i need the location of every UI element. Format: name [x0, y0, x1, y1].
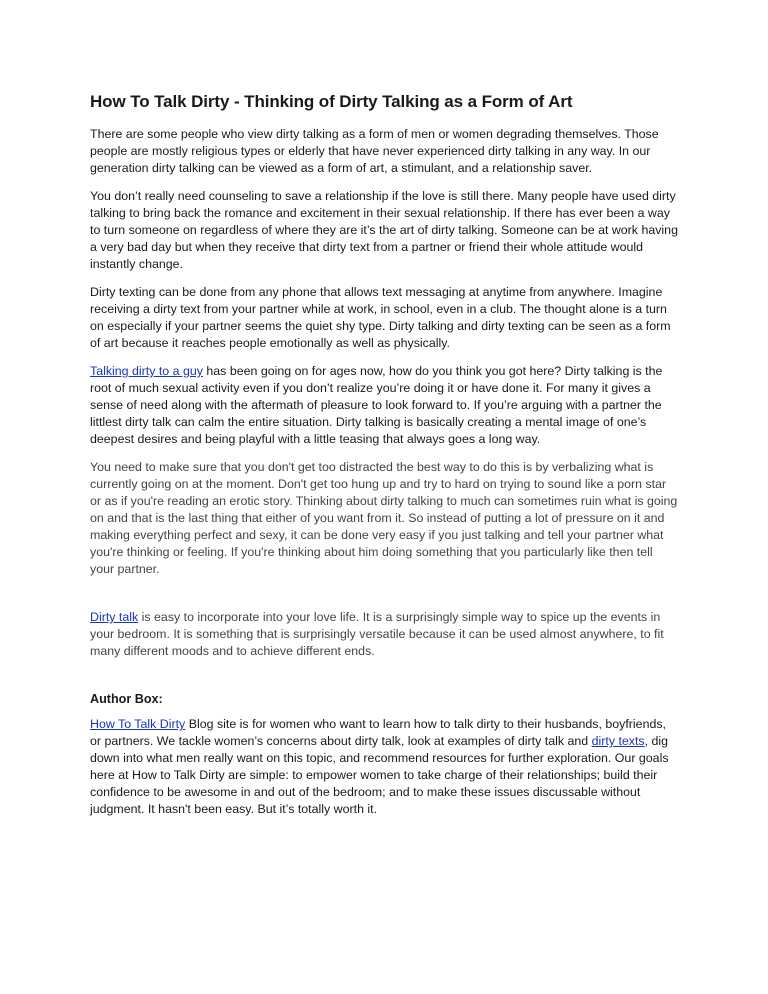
talking-dirty-to-a-guy-link[interactable]: Talking dirty to a guy	[90, 364, 203, 378]
paragraph-4	[90, 363, 678, 448]
paragraph-3: Dirty texting can be done from any phone that allows text messaging at anytime from anywhere. Imagine receiving a dirty text from your partner while at work, in school, even in a club. The thought alone is a turn on especially if your partner seems the quiet shy type. Dirty talking and dirty texting can be seen as a form of art because it reaches people emotionally as well as physically.	[90, 285, 671, 350]
paragraph-4-text: has been going on for ages now, how do you think you got here? Dirty talking is the root of much sexual activity even if you don’t realize you’re doing it or have done it. For many it gives a sense of need along with the aftermath of pleasure to look forward to. If you’re arguing with a partner the littlest dirty talk can calm the entire situation. Dirty talking is basically creating a mental image of one’s deepest desires and being playful with a little teasing that always goes a long way.	[90, 364, 663, 446]
paragraph-6	[90, 609, 678, 660]
spacer	[90, 589, 678, 609]
paragraph-6-text: is easy to incorporate into your love life. It is a surprisingly simple way to spice up the events in your bedroom. It is something that is surprisingly versatile because it can be used almost anywhere, to fit many different moods and to achieve different ends.	[90, 610, 664, 658]
document-page	[90, 92, 678, 829]
dirty-talk-link[interactable]: Dirty talk	[90, 610, 139, 624]
spacer	[90, 671, 678, 692]
how-to-talk-dirty-link[interactable]: How To Talk Dirty	[90, 717, 186, 731]
paragraph-2: You don’t really need counseling to save a relationship if the love is still there. Many people have used dirty talking to bring back the romance and excitement in their sexual relationship. If there has ever been a way to turn someone on regardless of where they are it’s the art of dirty talking. Someone can be at work having a very bad day but when they receive that dirty text from a partner or friend their whole attitude would instantly change.	[90, 189, 678, 271]
author-box-heading: Author Box:	[90, 692, 163, 706]
paragraph-5: You need to make sure that you don't get too distracted the best way to do this is by verbalizing what is currently going on at the moment. Don't get too hung up and try to hard on trying to sound like a porn star or as if you're reading an erotic story. Thinking about dirty talking to much can sometimes ruin what is going on and that is the last thing that either of you want from it. So instead of putting a lot of pressure on it and making everything perfect and sexy, it can be done very easy if you just talking and tell your partner what you're thinking or feeling. If you're thinking about him doing something that you particularly like then tell your partner.	[90, 460, 678, 576]
paragraph-1: There are some people who view dirty talking as a form of men or women degrading themselves. Those people are mostly religious types or elderly that have never experienced dirty talking in any way. In our generation dirty talking can be viewed as a form of art, a stimulant, and a relationship saver.	[90, 127, 659, 175]
author-box-text-1: Blog site is for women who want to learn how to talk dirty to their husbands, boyfriends, or partners. We tackle women’s concerns about dirty talk, look at examples of dirty talk and	[90, 717, 666, 748]
dirty-texts-link[interactable]: dirty texts	[591, 734, 645, 748]
author-box-text-2: , dig down into what men really want on this topic, and recommend resources for further exploration. Our goals here at How to Talk Dirty are simple: to empower women to take charge of their relationships; build their confidence to be awesome in and out of the bedroom; and to make these issues discussable without judgment. It hasn't been easy. But it’s totally worth it.	[90, 734, 669, 816]
author-box-paragraph	[90, 716, 678, 818]
article-title: How To Talk Dirty - Thinking of Dirty Talking as a Form of Art	[90, 92, 573, 111]
